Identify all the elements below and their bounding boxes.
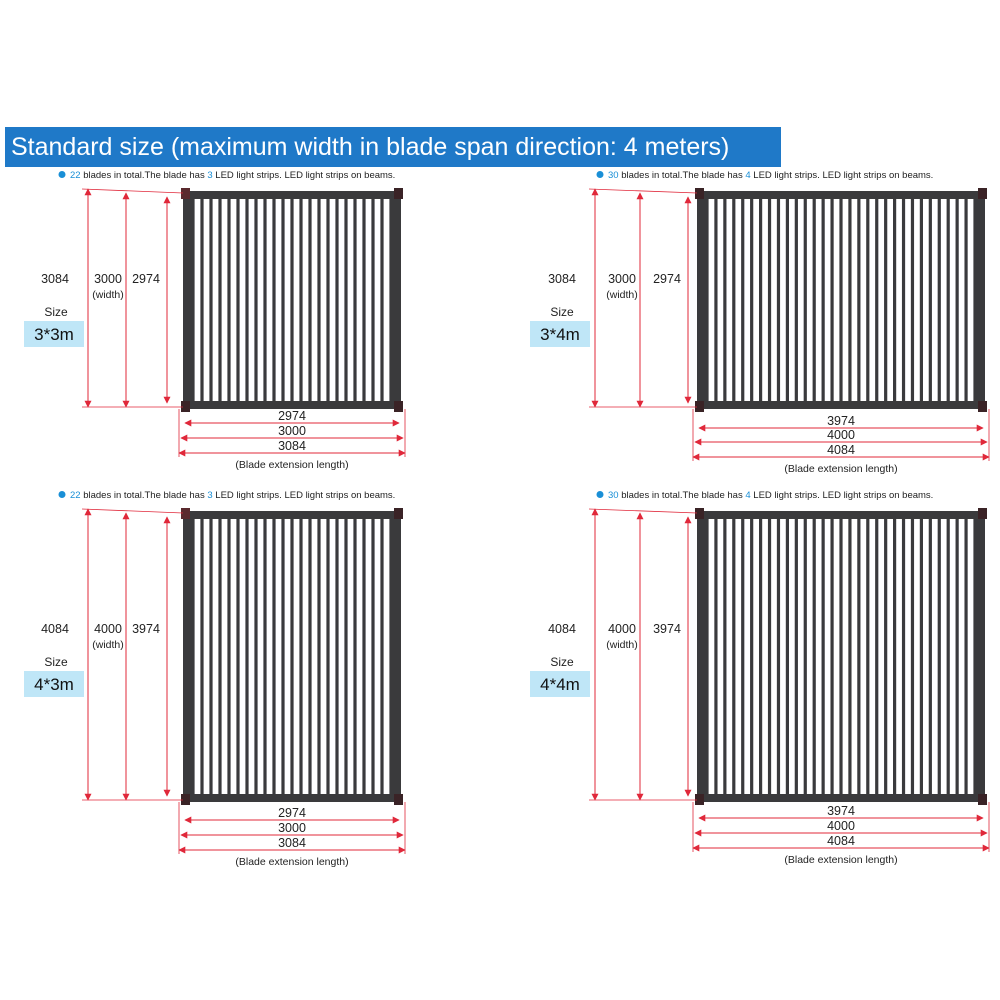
vertical-dim-label: 4084 <box>548 622 576 636</box>
caption-mid: blades in total.The blade has <box>618 490 746 501</box>
louver-blade <box>227 195 230 405</box>
extension-leader <box>82 509 183 513</box>
led-count: 3 <box>207 170 213 181</box>
horizontal-dimensions <box>179 802 405 868</box>
pergola-frame <box>695 188 987 412</box>
horizontal-dimensions <box>179 409 405 471</box>
louver-blade <box>777 515 780 798</box>
vertical-dimensions <box>548 189 697 407</box>
vertical-dim-label: 3974 <box>132 622 160 636</box>
size-label: Size <box>44 655 68 669</box>
size-badge <box>24 655 84 697</box>
vertical-dim-label: 3084 <box>548 272 576 286</box>
louver-blade <box>911 195 914 405</box>
extension-leader <box>589 189 697 193</box>
louver-blade <box>875 515 878 798</box>
horizontal-dim-label: 3084 <box>278 836 306 850</box>
led-count: 4 <box>745 490 751 501</box>
blade-count: 30 <box>608 170 619 181</box>
louver-blade <box>254 195 257 405</box>
size-label: Size <box>550 305 574 319</box>
blade-extension-caption: (Blade extension length) <box>235 459 349 471</box>
corner-post <box>181 401 190 412</box>
width-caption: (width) <box>606 639 638 651</box>
width-caption: (width) <box>92 639 124 651</box>
size-value: 3*3m <box>34 325 74 344</box>
louver-blade <box>964 195 967 405</box>
corner-post <box>181 188 190 199</box>
louver-blade <box>750 515 753 798</box>
size-value: 4*4m <box>540 675 580 694</box>
size-panel-4x4m <box>530 490 989 866</box>
blade-count: 30 <box>608 490 619 501</box>
louver-blade <box>362 195 365 405</box>
louver-blade <box>875 195 878 405</box>
caption-end: LED light strips. LED light strips on beams. <box>750 170 934 181</box>
louver-blade <box>281 195 284 405</box>
bottom-beam <box>697 794 985 802</box>
louver-blade <box>964 515 967 798</box>
horizontal-dim-label: 4084 <box>827 443 855 457</box>
vertical-dim-label: 3000 <box>608 272 636 286</box>
horizontal-dimensions <box>693 409 989 475</box>
louver-blade <box>353 515 356 798</box>
louver-blade <box>200 515 203 798</box>
left-beam <box>183 511 192 802</box>
louver-blade <box>344 515 347 798</box>
louver-blade <box>741 195 744 405</box>
extension-leader <box>82 189 183 193</box>
corner-post <box>394 401 403 412</box>
right-beam <box>392 191 401 409</box>
bullet-icon <box>59 491 66 498</box>
louver-blade <box>857 515 860 798</box>
louver-blade <box>866 195 869 405</box>
louver-blade <box>209 515 212 798</box>
section-title-banner: Standard size (maximum width in blade span direction: 4 meters) <box>5 127 781 167</box>
panel-caption <box>70 490 395 501</box>
corner-post <box>978 794 987 805</box>
pergola-frame <box>695 508 987 805</box>
louver-blade <box>200 195 203 405</box>
blade-count: 22 <box>70 490 81 501</box>
horizontal-dim-label: 3000 <box>278 821 306 835</box>
left-beam <box>697 511 706 802</box>
blade-extension-caption: (Blade extension length) <box>784 463 898 475</box>
horizontal-dim-label: 3000 <box>278 424 306 438</box>
corner-post <box>394 188 403 199</box>
size-badge <box>530 655 590 697</box>
louver-blade <box>920 515 923 798</box>
louver-blade <box>956 195 959 405</box>
size-panel-4x3m <box>24 490 405 868</box>
panel-caption <box>608 490 933 501</box>
louver-blade <box>920 195 923 405</box>
size-value: 4*3m <box>34 675 74 694</box>
louver-blade <box>893 195 896 405</box>
louver-blade <box>254 515 257 798</box>
top-beam <box>697 191 985 199</box>
louver-blade <box>929 515 932 798</box>
louver-blade <box>884 515 887 798</box>
louver-blade <box>839 195 842 405</box>
bottom-beam <box>697 401 985 409</box>
width-caption: (width) <box>606 289 638 301</box>
louver-blade <box>353 195 356 405</box>
corner-post <box>394 794 403 805</box>
size-panel-3x3m <box>24 170 405 471</box>
top-beam <box>183 511 401 519</box>
louver-blade <box>272 515 275 798</box>
louver-blade <box>723 515 726 798</box>
louver-blade <box>947 195 950 405</box>
top-beam <box>183 191 401 199</box>
caption-end: LED light strips. LED light strips on beams. <box>212 490 396 501</box>
vertical-dimensions <box>41 189 183 407</box>
size-value: 3*4m <box>540 325 580 344</box>
horizontal-dim-label: 4000 <box>827 428 855 442</box>
louver-blade <box>218 515 221 798</box>
louver-blade <box>308 195 311 405</box>
extension-leader <box>589 509 697 513</box>
caption-mid: blades in total.The blade has <box>80 170 208 181</box>
louver-blade <box>714 515 717 798</box>
horizontal-dim-label: 4000 <box>827 819 855 833</box>
louver-blade <box>263 195 266 405</box>
louver-blade <box>732 195 735 405</box>
blade-count: 22 <box>70 170 81 181</box>
horizontal-dim-label: 2974 <box>278 806 306 820</box>
louver-blade <box>741 515 744 798</box>
left-beam <box>697 191 706 409</box>
bullet-icon <box>59 171 66 178</box>
right-beam <box>392 511 401 802</box>
pergola-frame <box>181 188 403 412</box>
caption-end: LED light strips. LED light strips on beams. <box>750 490 934 501</box>
louver-blade <box>236 195 239 405</box>
horizontal-dimensions <box>693 802 989 866</box>
louver-blade <box>839 515 842 798</box>
louver-blade <box>326 195 329 405</box>
louver-blade <box>371 195 374 405</box>
louver-blade <box>218 195 221 405</box>
corner-post <box>978 188 987 199</box>
louver-blade <box>290 195 293 405</box>
louver-blade <box>956 515 959 798</box>
left-beam <box>183 191 192 409</box>
corner-post <box>695 401 704 412</box>
louver-blade <box>822 195 825 405</box>
louver-blade <box>866 515 869 798</box>
blade-extension-caption: (Blade extension length) <box>784 854 898 866</box>
louver-blade <box>317 515 320 798</box>
louver-blade <box>227 515 230 798</box>
led-count: 3 <box>207 490 213 501</box>
panel-caption <box>608 170 933 181</box>
louver-blade <box>299 515 302 798</box>
louver-blade <box>759 515 762 798</box>
louver-blade <box>830 515 833 798</box>
horizontal-dim-label: 3974 <box>827 804 855 818</box>
corner-post <box>394 508 403 519</box>
vertical-dim-label: 4084 <box>41 622 69 636</box>
vertical-dim-label: 3000 <box>94 272 122 286</box>
louver-blade <box>299 195 302 405</box>
louver-blade <box>902 195 905 405</box>
horizontal-dim-label: 4084 <box>827 834 855 848</box>
corner-post <box>181 794 190 805</box>
louver-blade <box>362 515 365 798</box>
corner-post <box>978 401 987 412</box>
louver-blade <box>750 195 753 405</box>
louver-blade <box>786 195 789 405</box>
size-panel-3x4m <box>530 170 989 475</box>
louver-blade <box>245 195 248 405</box>
louver-blade <box>857 195 860 405</box>
vertical-dim-label: 2974 <box>653 272 681 286</box>
louver-blade <box>813 515 816 798</box>
size-label: Size <box>550 655 574 669</box>
louver-blade <box>795 515 798 798</box>
caption-end: LED light strips. LED light strips on beams. <box>212 170 396 181</box>
louver-blade <box>335 515 338 798</box>
louver-blade <box>245 515 248 798</box>
louver-blade <box>290 515 293 798</box>
louver-blade <box>281 515 284 798</box>
louver-blade <box>209 195 212 405</box>
louver-blade <box>786 515 789 798</box>
size-badge <box>530 305 590 347</box>
corner-post <box>978 508 987 519</box>
top-beam <box>697 511 985 519</box>
louver-blade <box>938 195 941 405</box>
louver-blade <box>263 515 266 798</box>
louver-blade <box>768 515 771 798</box>
louver-blade <box>380 515 383 798</box>
louver-blade <box>804 195 807 405</box>
louver-blade <box>929 195 932 405</box>
louver-blade <box>777 195 780 405</box>
louver-blade <box>947 515 950 798</box>
corner-post <box>695 794 704 805</box>
louver-blade <box>380 195 383 405</box>
louver-blade <box>714 195 717 405</box>
louver-blade <box>848 195 851 405</box>
horizontal-dim-label: 3084 <box>278 439 306 453</box>
louver-blade <box>317 195 320 405</box>
louver-blade <box>893 515 896 798</box>
corner-post <box>695 188 704 199</box>
bullet-icon <box>597 491 604 498</box>
louver-blade <box>371 515 374 798</box>
vertical-dim-label: 4000 <box>608 622 636 636</box>
horizontal-dim-label: 3974 <box>827 414 855 428</box>
vertical-dim-label: 3084 <box>41 272 69 286</box>
louver-blade <box>326 515 329 798</box>
louver-blade <box>822 515 825 798</box>
louver-blade <box>236 515 239 798</box>
louver-blade <box>804 515 807 798</box>
louver-blade <box>344 195 347 405</box>
louver-blade <box>848 515 851 798</box>
louver-blade <box>308 515 311 798</box>
corner-post <box>695 508 704 519</box>
right-beam <box>976 191 985 409</box>
louver-blade <box>759 195 762 405</box>
size-badge <box>24 305 84 347</box>
bottom-beam <box>183 794 401 802</box>
caption-mid: blades in total.The blade has <box>80 490 208 501</box>
pergola-frame <box>181 508 403 805</box>
horizontal-dim-label: 2974 <box>278 409 306 423</box>
corner-post <box>181 508 190 519</box>
size-label: Size <box>44 305 68 319</box>
louver-blade <box>335 195 338 405</box>
louver-blade <box>884 195 887 405</box>
vertical-dim-label: 3974 <box>653 622 681 636</box>
panel-caption <box>70 170 395 181</box>
caption-mid: blades in total.The blade has <box>618 170 746 181</box>
louver-blade <box>911 515 914 798</box>
louver-blade <box>813 195 816 405</box>
louver-blade <box>272 195 275 405</box>
bullet-icon <box>597 171 604 178</box>
louver-blade <box>830 195 833 405</box>
louver-blade <box>723 195 726 405</box>
blade-extension-caption: (Blade extension length) <box>235 856 349 868</box>
vertical-dim-label: 4000 <box>94 622 122 636</box>
louver-blade <box>938 515 941 798</box>
louver-blade <box>902 515 905 798</box>
louver-blade <box>732 515 735 798</box>
louver-blade <box>768 195 771 405</box>
bottom-beam <box>183 401 401 409</box>
louver-blade <box>795 195 798 405</box>
vertical-dim-label: 2974 <box>132 272 160 286</box>
width-caption: (width) <box>92 289 124 301</box>
right-beam <box>976 511 985 802</box>
led-count: 4 <box>745 170 751 181</box>
